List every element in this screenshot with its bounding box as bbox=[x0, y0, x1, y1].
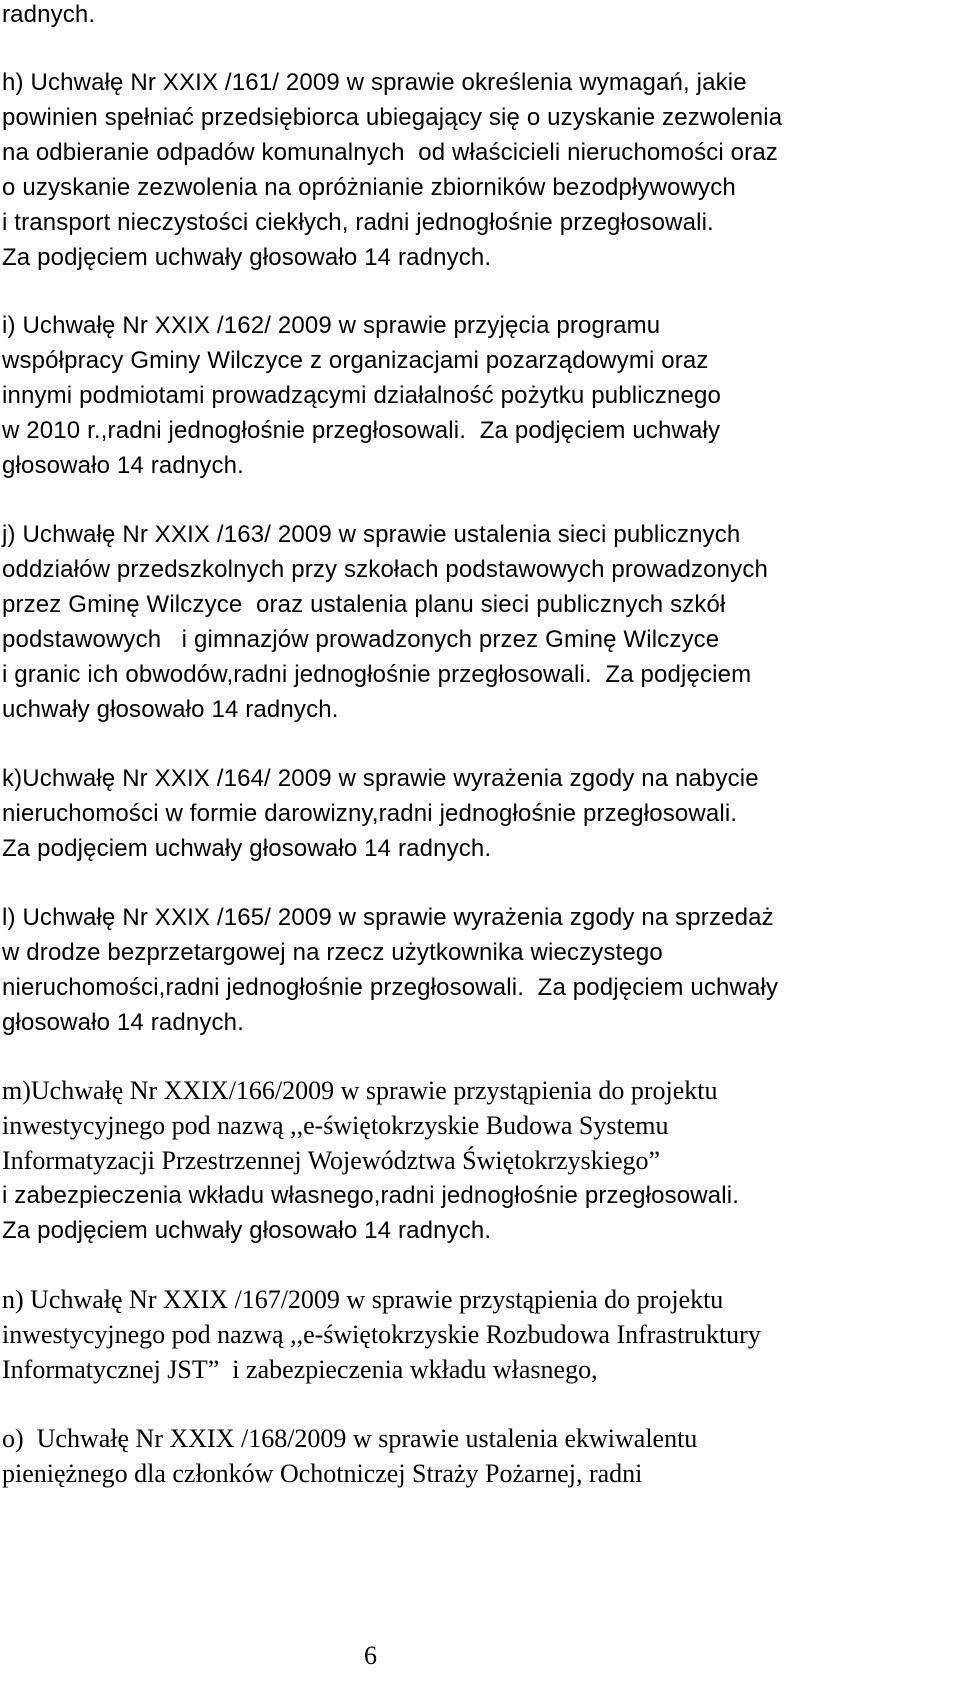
resolution-line: Za podjęciem uchwały głosowało 14 radnych. bbox=[2, 1217, 492, 1244]
resolution-line: Za podjęciem uchwały głosowało 14 radnych. bbox=[2, 244, 492, 271]
resolution-line: oddziałów przedszkolnych przy szkołach podstawowych prowadzonych bbox=[2, 556, 768, 583]
page-number: 6 bbox=[364, 1641, 377, 1670]
resolution-line: na odbieranie odpadów komunalnych od właścicieli nieruchomości oraz bbox=[2, 139, 778, 166]
resolution-line: i granic ich obwodów,radni jednogłośnie przegłosowali. Za podjęciem bbox=[2, 661, 752, 688]
resolution-line: powinien spełniać przedsiębiorca ubiegający się o uzyskanie zezwolenia bbox=[2, 104, 783, 131]
resolution-line: i) Uchwałę Nr XXIX /162/ 2009 w sprawie przyjęcia programu bbox=[2, 312, 661, 339]
resolution-line: k)Uchwałę Nr XXIX /164/ 2009 w sprawie wyrażenia zgody na nabycie bbox=[2, 765, 759, 792]
resolution-line: nieruchomości,radni jednogłośnie przegłosowali. Za podjęciem uchwały bbox=[2, 974, 779, 1001]
resolution-line: j) Uchwałę Nr XXIX /163/ 2009 w sprawie ustalenia sieci publicznych bbox=[2, 521, 741, 548]
resolution-line: w drodze bezprzetargowej na rzecz użytkownika wieczystego bbox=[2, 939, 663, 966]
resolution-line: i transport nieczystości ciekłych, radni jednogłośnie przegłosowali. bbox=[2, 209, 714, 236]
resolution-line: inwestycyjnego pod nazwą ,,e-świętokrzyskie Budowa Systemu bbox=[2, 1111, 669, 1140]
resolution-line: uchwały głosowało 14 radnych. bbox=[2, 696, 339, 723]
resolution-line: o uzyskanie zezwolenia na opróżnianie zbiorników bezodpływowych bbox=[2, 174, 736, 201]
resolution-line: Informatycznej JST” i zabezpieczenia wkładu własnego, bbox=[2, 1355, 598, 1384]
resolution-line: głosowało 14 radnych. bbox=[2, 1009, 244, 1036]
resolution-line: inwestycyjnego pod nazwą ,,e-świętokrzyskie Rozbudowa Infrastruktury bbox=[2, 1320, 761, 1349]
resolution-line: n) Uchwałę Nr XXIX /167/2009 w sprawie przystąpienia do projektu bbox=[2, 1285, 724, 1314]
resolution-line: l) Uchwałę Nr XXIX /165/ 2009 w sprawie wyrażenia zgody na sprzedaż bbox=[2, 904, 774, 931]
resolution-line: przez Gminę Wilczyce oraz ustalenia planu sieci publicznych szkół bbox=[2, 591, 726, 618]
resolution-line: i zabezpieczenia wkładu własnego,radni jednogłośnie przegłosowali. bbox=[2, 1182, 740, 1209]
resolution-line: h) Uchwałę Nr XXIX /161/ 2009 w sprawie określenia wymagań, jakie bbox=[2, 69, 747, 96]
resolution-line: m)Uchwałę Nr XXIX/166/2009 w sprawie przystąpienia do projektu bbox=[2, 1076, 718, 1105]
resolution-line: w 2010 r.,radni jednogłośnie przegłosowali. Za podjęciem uchwały bbox=[2, 417, 721, 444]
resolution-line: Informatyzacji Przestrzennej Województwa Świętokrzyskiego” bbox=[2, 1146, 661, 1175]
top-fragment: radnych. bbox=[2, 1, 96, 28]
resolution-line: pieniężnego dla członków Ochotniczej Straży Pożarnej, radni bbox=[2, 1459, 643, 1488]
resolution-line: innymi podmiotami prowadzącymi działalność pożytku publicznego bbox=[2, 382, 721, 409]
resolution-line: o) Uchwałę Nr XXIX /168/2009 w sprawie ustalenia ekwiwalentu bbox=[2, 1424, 698, 1453]
resolution-line: współpracy Gminy Wilczyce z organizacjami pozarządowymi oraz bbox=[2, 347, 709, 374]
resolution-line: Za podjęciem uchwały głosowało 14 radnych. bbox=[2, 835, 492, 862]
resolution-line: nieruchomości w formie darowizny,radni jednogłośnie przegłosowali. bbox=[2, 800, 738, 827]
resolution-line: podstawowych i gimnazjów prowadzonych przez Gminę Wilczyce bbox=[2, 626, 720, 653]
resolution-line: głosowało 14 radnych. bbox=[2, 452, 244, 479]
